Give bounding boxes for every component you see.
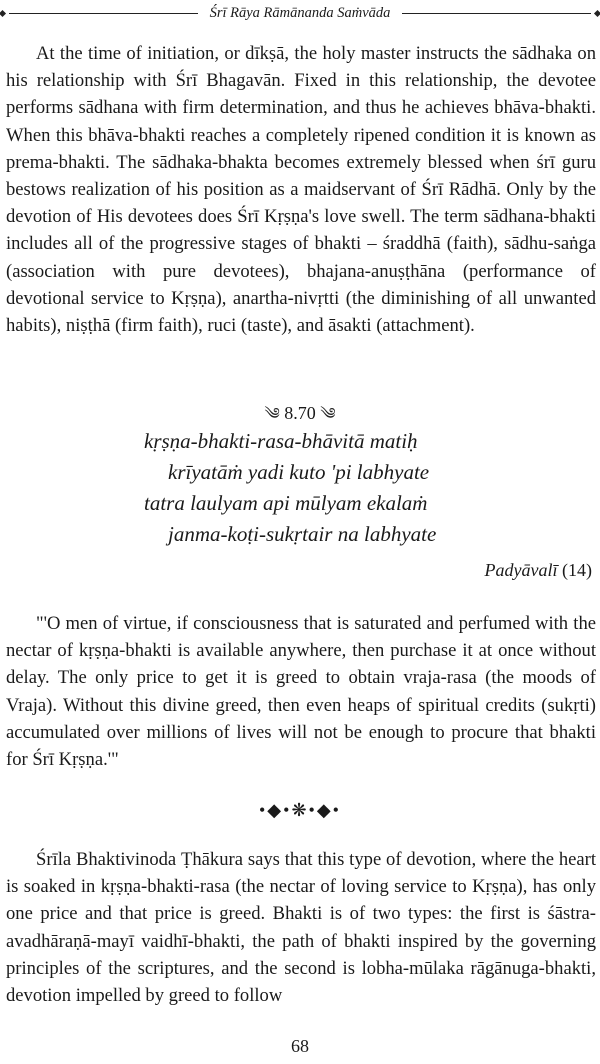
verse-source bbox=[485, 560, 592, 581]
header-ornament-right bbox=[594, 9, 600, 16]
header-rule-left bbox=[9, 13, 198, 14]
verse-line: janma-koṭi-sukṛtair na labhyate bbox=[168, 522, 437, 546]
header-ornament-left bbox=[0, 9, 6, 16]
section-divider-flower-icon: •◆•❋•◆• bbox=[259, 800, 341, 820]
verse-ornament-left-icon: ༄ bbox=[264, 406, 280, 423]
verse-line: kṛṣṇa-bhakti-rasa-bhāvitā matiḥ bbox=[144, 429, 418, 453]
running-header bbox=[0, 4, 600, 22]
paragraph-initiation: At the time of initiation, or dīkṣā, the holy master instructs the sādhaka on his relationship with Śrī Bhagavān. Fixed in this relationship, the devotee performs sādhana with firm determination, and thus he achieves bhāva-bhakti. When this bhāva-bhakti reaches a completely ripened condition it is known as prema-bhakti. The sādhaka-bhakta becomes extremely blessed when śrī guru bestows realization of his position as a maidservant of Śrī Rādhā. Only by the devotion of His devotees does Śrī Kṛṣṇa's love swell. The term sādhana-bhakti includes all of the progressive stages of bhakti – śraddhā (faith), sādhu-saṅga (association with pure devotees), bhajana-anuṣṭhāna (performance of devotional service to Kṛṣṇa), anartha-nivṛtti (the diminishing of all unwanted habits), niṣṭhā (firm faith), ruci (taste), and āsakti (attachment). bbox=[6, 43, 596, 337]
page-number: 68 bbox=[291, 1036, 309, 1056]
verse-line: krīyatāṁ yadi kuto 'pi labhyate bbox=[168, 460, 430, 484]
paragraph-translation: "'O men of virtue, if consciousness that is saturated and perfumed with the nectar of kṛṣṇa-bhakti is available anywhere, then purchase it at once without delay. The only price to get it is greed to obtain vraja-rasa (the moods of Vraja). Without this divine greed, then even heaps of spiritual credits (sukṛti) accumulated over millions of lives will not be enough to procure that bhakti for Śrī Kṛṣṇa.'" bbox=[6, 613, 596, 771]
running-title: Śrī Rāya Rāmānanda Saṁvāda bbox=[209, 4, 391, 21]
source-work: Padyāvalī bbox=[484, 560, 558, 580]
verse-number-label: 8.70 bbox=[284, 403, 316, 423]
source-ref: (14) bbox=[562, 560, 592, 580]
header-rule-right bbox=[402, 13, 591, 14]
sanskrit-verse bbox=[144, 426, 564, 550]
verse-line: tatra laulyam api mūlyam ekalaṁ bbox=[144, 491, 428, 515]
verse-ornament-right-icon: ༄ bbox=[320, 406, 336, 423]
paragraph-commentary: Śrīla Bhaktivinoda Ṭhākura says that this type of devotion, where the heart is soaked in kṛṣṇa-bhakti-rasa (the nectar of loving service to Kṛṣṇa), has only one price and that price is greed. Bhakti is of two types: the first is śāstra-avadhāraṇā-mayī vaidhī-bhakti, the path of bhakti inspired by the governing principles of the scriptures, and the second is lobha-mūlaka rāgānuga-bhakti, devotion impelled by greed to follow bbox=[6, 849, 596, 1007]
